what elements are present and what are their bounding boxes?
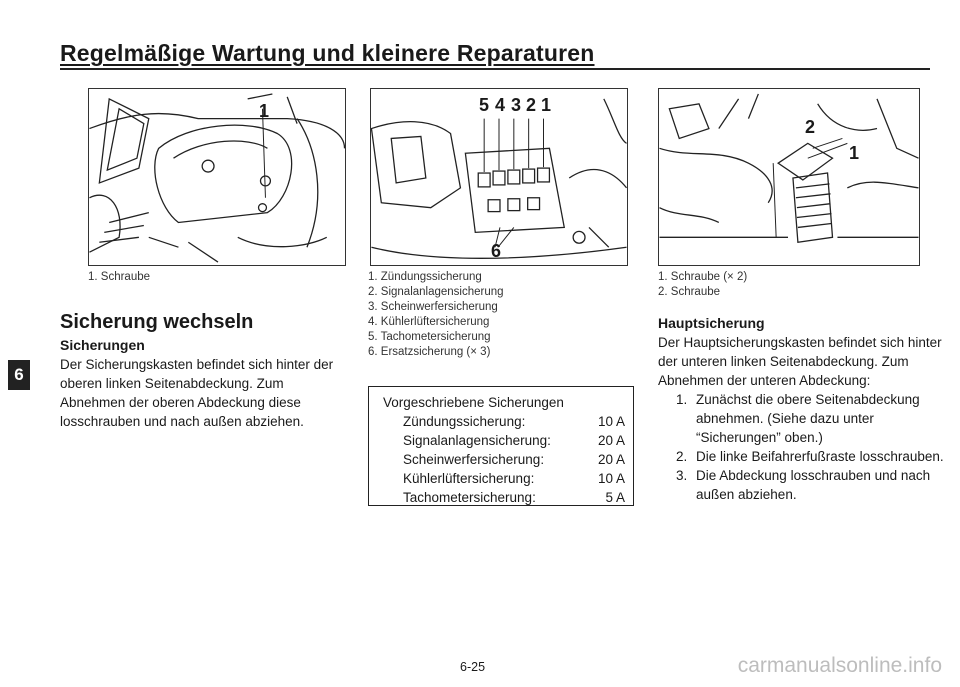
spec-row [383,488,625,507]
side-cover-illustration [89,89,345,265]
spec-row [383,469,625,488]
legend-item: 1. Zündungssicherung [368,271,482,283]
spec-row [383,431,625,450]
figure-fuse-box [370,88,628,266]
legend-item: 2. Signalanlagensicherung [368,286,504,298]
step-number: 3. [676,468,688,483]
legend-item: 1. Schraube (× 2) [658,271,748,283]
spec-value: 20 A [597,433,625,448]
step-text: Die Abdeckung losschrauben und nach außen abziehen. [696,468,931,502]
page-number: 6-25 [460,660,486,674]
legend-item: 2. Schraube [658,286,721,298]
callout-3: 3 [511,95,522,115]
figure-legend [368,270,633,360]
step-number: 1. [676,392,688,407]
body-text: Der Sicherungskasten befindet sich hinter der oberen linken Seitenabdeckung. Zum Abnehmen der oberen Abdeckung diese losschrauben und nach außen abziehen. [60,357,334,429]
step-list [658,390,948,504]
legend-item: 4. Kühlerlüftersicherung [368,316,490,328]
callout-1: 1 [849,143,860,163]
callout-2: 2 [805,117,816,137]
column-left [60,270,350,431]
spec-value: 20 A [597,452,625,467]
body-text: Der Hauptsicherungskasten befindet sich hinter der unteren linken Seitenabdeckung. Zum Abnehmen der unteren Abdeckung: [658,335,942,388]
fuse-spec-box [368,386,634,506]
step-item [676,390,948,447]
legend-item: 5. Tachometersicherung [368,331,491,343]
spec-value: 5 A [605,490,625,505]
spec-label: Signalanlagensicherung: [403,433,551,448]
callout-4: 4 [495,95,506,115]
main-fuse-illustration [659,89,919,265]
legend-item: 3. Scheinwerfersicherung [368,301,498,313]
step-number: 2. [676,449,688,464]
column-middle [368,270,633,360]
spec-row [383,412,625,431]
spec-value: 10 A [597,471,625,486]
spec-value: 10 A [597,414,625,429]
figure-main-fuse [658,88,920,266]
spec-title: Vorgeschriebene Sicherungen [383,395,564,410]
figure-side-cover [88,88,346,266]
header-rule [60,68,930,70]
column-right [658,270,948,504]
legend-item: 6. Ersatzsicherung (× 3) [368,346,491,358]
page-title: Regelmäßige Wartung und kleinere Reparaturen [60,40,595,66]
callout-5: 5 [479,95,490,115]
callout-2: 2 [526,95,537,115]
legend-item: 1. Schraube [88,271,151,283]
sub-heading: Sicherungen [60,337,145,353]
watermark: carmanualsonline.info [737,654,942,677]
section-heading: Sicherung wechseln [60,311,254,333]
callout-1: 1 [259,101,270,121]
spec-label: Kühlerlüftersicherung: [403,471,535,486]
figure-legend [60,270,350,285]
step-item [676,466,948,504]
spec-row [383,450,625,469]
spec-label: Zündungssicherung: [403,414,526,429]
spec-label: Scheinwerfersicherung: [403,452,545,467]
step-item [676,447,948,466]
callout-1: 1 [541,95,552,115]
figure-legend [658,270,948,300]
spec-label: Tachometersicherung: [403,490,536,505]
step-text: Zunächst die obere Seitenabdeckung abnehmen. (Siehe dazu unter “Sicherungen” oben.) [696,392,920,445]
callout-6: 6 [491,241,502,261]
sub-heading: Hauptsicherung [658,315,765,331]
step-text: Die linke Beifahrerfußraste losschrauben. [696,449,944,464]
chapter-tab: 6 [8,360,30,390]
